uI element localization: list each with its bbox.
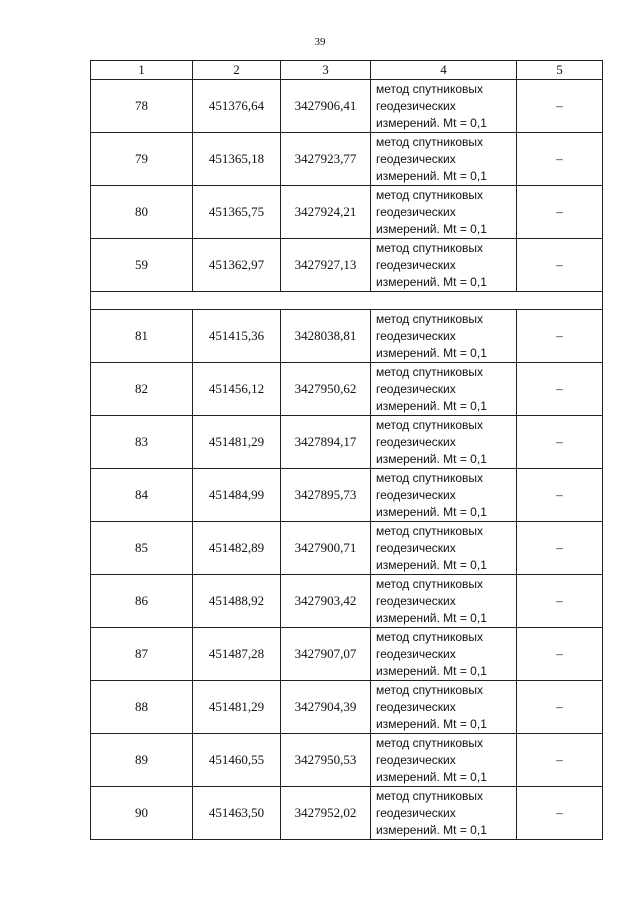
extra-cell: – <box>517 239 603 292</box>
coord-x: 451365,75 <box>193 186 281 239</box>
point-number: 87 <box>91 628 193 681</box>
coord-x: 451460,55 <box>193 734 281 787</box>
method-cell <box>371 80 517 133</box>
coord-y: 3427900,71 <box>281 522 371 575</box>
coord-y: 3427907,07 <box>281 628 371 681</box>
method-line-3: измерений. Mt = 0,1 <box>376 221 487 236</box>
method-cell <box>371 575 517 628</box>
coord-x: 451481,29 <box>193 681 281 734</box>
method-line-2: геодезических <box>376 646 456 661</box>
header-col-3: 3 <box>281 61 371 80</box>
coord-x: 451487,28 <box>193 628 281 681</box>
point-number: 79 <box>91 133 193 186</box>
coord-y: 3427952,02 <box>281 787 371 840</box>
extra-cell: – <box>517 787 603 840</box>
table-row <box>91 416 603 469</box>
method-cell <box>371 186 517 239</box>
header-col-1: 1 <box>91 61 193 80</box>
method-line-2: геодезических <box>376 752 456 767</box>
method-line-3: измерений. Mt = 0,1 <box>376 115 487 130</box>
method-cell <box>371 239 517 292</box>
point-number: 80 <box>91 186 193 239</box>
table-row <box>91 734 603 787</box>
method-line-1: метод спутниковых <box>376 576 484 591</box>
coord-y: 3427927,13 <box>281 239 371 292</box>
method-line-2: геодезических <box>376 204 456 219</box>
method-line-3: измерений. Mt = 0,1 <box>376 398 487 413</box>
extra-cell: – <box>517 186 603 239</box>
method-line-2: геодезических <box>376 805 456 820</box>
table-header-row <box>91 61 603 80</box>
table-row <box>91 186 603 239</box>
method-cell <box>371 416 517 469</box>
method-line-3: измерений. Mt = 0,1 <box>376 345 487 360</box>
point-number: 78 <box>91 80 193 133</box>
method-cell <box>371 310 517 363</box>
method-line-3: измерений. Mt = 0,1 <box>376 663 487 678</box>
method-cell <box>371 628 517 681</box>
coord-x: 451463,50 <box>193 787 281 840</box>
table-row <box>91 469 603 522</box>
point-number: 59 <box>91 239 193 292</box>
coord-x: 451456,12 <box>193 363 281 416</box>
coord-y: 3427950,62 <box>281 363 371 416</box>
coordinates-table <box>90 60 603 840</box>
method-line-3: измерений. Mt = 0,1 <box>376 168 487 183</box>
extra-cell: – <box>517 681 603 734</box>
method-line-1: метод спутниковых <box>376 187 484 202</box>
method-line-1: метод спутниковых <box>376 81 484 96</box>
method-line-1: метод спутниковых <box>376 470 484 485</box>
page-number: 39 <box>314 36 326 48</box>
coord-x: 451488,92 <box>193 575 281 628</box>
method-line-1: метод спутниковых <box>376 523 484 538</box>
method-line-3: измерений. Mt = 0,1 <box>376 274 487 289</box>
coord-y: 3427894,17 <box>281 416 371 469</box>
method-line-1: метод спутниковых <box>376 364 484 379</box>
method-cell <box>371 522 517 575</box>
method-cell <box>371 787 517 840</box>
method-line-2: геодезических <box>376 328 456 343</box>
point-number: 83 <box>91 416 193 469</box>
method-line-1: метод спутниковых <box>376 240 484 255</box>
method-line-2: геодезических <box>376 699 456 714</box>
extra-cell: – <box>517 469 603 522</box>
table-row <box>91 681 603 734</box>
method-line-2: геодезических <box>376 257 456 272</box>
point-number: 84 <box>91 469 193 522</box>
coord-y: 3427903,42 <box>281 575 371 628</box>
extra-cell: – <box>517 133 603 186</box>
header-col-2: 2 <box>193 61 281 80</box>
coord-x: 451484,99 <box>193 469 281 522</box>
extra-cell: – <box>517 80 603 133</box>
method-line-1: метод спутниковых <box>376 629 484 644</box>
method-line-3: измерений. Mt = 0,1 <box>376 504 487 519</box>
method-line-2: геодезических <box>376 593 456 608</box>
extra-cell: – <box>517 310 603 363</box>
coord-x: 451376,64 <box>193 80 281 133</box>
table-row <box>91 363 603 416</box>
method-line-1: метод спутниковых <box>376 417 484 432</box>
table-row <box>91 133 603 186</box>
coord-y: 3427904,39 <box>281 681 371 734</box>
method-cell <box>371 469 517 522</box>
method-line-3: измерений. Mt = 0,1 <box>376 716 487 731</box>
extra-cell: – <box>517 734 603 787</box>
method-line-2: геодезических <box>376 381 456 396</box>
method-line-2: геодезических <box>376 540 456 555</box>
coord-y: 3428038,81 <box>281 310 371 363</box>
table-row <box>91 628 603 681</box>
method-line-3: измерений. Mt = 0,1 <box>376 557 487 572</box>
table-row <box>91 80 603 133</box>
header-col-4: 4 <box>371 61 517 80</box>
method-cell <box>371 363 517 416</box>
coord-y: 3427924,21 <box>281 186 371 239</box>
header-col-5: 5 <box>517 61 603 80</box>
extra-cell: – <box>517 363 603 416</box>
coord-y: 3427923,77 <box>281 133 371 186</box>
coord-x: 451415,36 <box>193 310 281 363</box>
method-line-1: метод спутниковых <box>376 682 484 697</box>
coord-y: 3427950,53 <box>281 734 371 787</box>
method-line-2: геодезических <box>376 151 456 166</box>
method-line-3: измерений. Mt = 0,1 <box>376 822 487 837</box>
coord-x: 451365,18 <box>193 133 281 186</box>
point-number: 85 <box>91 522 193 575</box>
point-number: 90 <box>91 787 193 840</box>
point-number: 88 <box>91 681 193 734</box>
method-line-3: измерений. Mt = 0,1 <box>376 610 487 625</box>
method-line-1: метод спутниковых <box>376 134 484 149</box>
separator-cell <box>91 292 603 310</box>
method-line-1: метод спутниковых <box>376 788 484 803</box>
method-line-2: геодезических <box>376 434 456 449</box>
table-row <box>91 310 603 363</box>
method-line-3: измерений. Mt = 0,1 <box>376 769 487 784</box>
coord-x: 451482,89 <box>193 522 281 575</box>
method-line-1: метод спутниковых <box>376 311 484 326</box>
coord-x: 451481,29 <box>193 416 281 469</box>
table-row <box>91 522 603 575</box>
extra-cell: – <box>517 628 603 681</box>
method-cell <box>371 681 517 734</box>
table-row <box>91 787 603 840</box>
point-number: 89 <box>91 734 193 787</box>
point-number: 81 <box>91 310 193 363</box>
extra-cell: – <box>517 522 603 575</box>
separator-row <box>91 292 603 310</box>
method-line-3: измерений. Mt = 0,1 <box>376 451 487 466</box>
method-line-2: геодезических <box>376 487 456 502</box>
table-row <box>91 239 603 292</box>
table-row <box>91 575 603 628</box>
coord-y: 3427895,73 <box>281 469 371 522</box>
extra-cell: – <box>517 575 603 628</box>
point-number: 86 <box>91 575 193 628</box>
extra-cell: – <box>517 416 603 469</box>
point-number: 82 <box>91 363 193 416</box>
method-line-1: метод спутниковых <box>376 735 484 750</box>
method-cell <box>371 734 517 787</box>
coord-y: 3427906,41 <box>281 80 371 133</box>
method-cell <box>371 133 517 186</box>
coord-x: 451362,97 <box>193 239 281 292</box>
method-line-2: геодезических <box>376 98 456 113</box>
